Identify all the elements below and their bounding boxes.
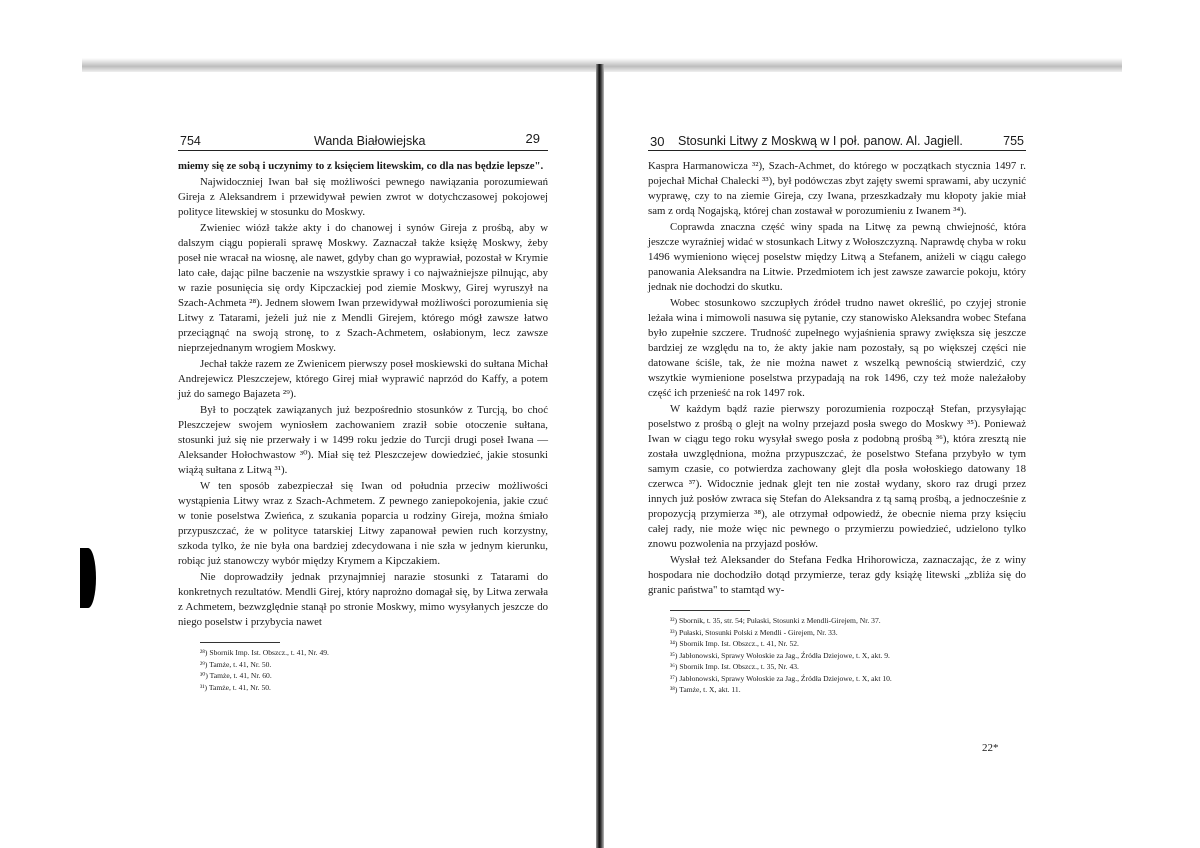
footnote: ²⁸) Sbornik Imp. Ist. Obszcz., t. 41, Nr. 49.: [200, 648, 329, 657]
footnote: ³⁸) Tamże, t. X, akt. 11.: [670, 685, 741, 694]
footnote: ³⁶) Sbornik Imp. Ist. Obszcz., t. 35, Nr. 43.: [670, 662, 799, 671]
paragraph: Był to początek zawiązanych już bezpośrednio stosunków z Turcją, bo choć Pleszczejew swojem wyniosłem zachowaniem zraził sobie otoczenie sułtana, stosunki już się nie przerwały i w 1499 roku jedzie do Turcji drugi poseł Iwana — Aleksander Hołochwastow ³⁰). Miał się też Pleszczejew dowiedzieć, jakie stosunki wiążą sułtana z Litwą ³¹).: [178, 404, 548, 476]
right-page-number: 755: [1003, 134, 1024, 148]
left-running-title: Wanda Białowiejska: [314, 134, 426, 148]
paragraph: Wobec stosunkowo szczupłych źródeł trudno nawet określić, po czyjej stronie leżała wina i mimowoli nasuwa się pytanie, czy stanowisko Aleksandra wobec Stefana było zupełnie szczere. Trudność zupełnego wyjaśnienia sprawy zwiększa się jeszcze bardziej ze względu na to, że akty jakie nam pozostały, są po większej części nie datowane ściśle, tak, że nie można nawet z wszelką pewnością stwierdzić, czy wszytkie wymienione poselstwa przypadają na rok 1496, czy też może należałoby część ich przenieść na rok 1497 rok.: [648, 297, 1026, 399]
paragraph: Najwidoczniej Iwan bał się możliwości pewnego nawiązania porozumiewań Gireja z Aleksandrem i przewidywał pewien zwrot w dotychczasowej pokojowej polityce litewskiej w stosunku do Moskwy.: [178, 176, 548, 218]
right-footnotes: [648, 615, 1026, 696]
footnote: ³²) Sbornik, t. 35, str. 54; Pułaski, Stosunki z Mendli-Girejem, Nr. 37.: [670, 616, 881, 625]
left-sheet-number: 29: [525, 131, 540, 146]
right-sheet-number: 30: [650, 134, 665, 149]
paragraph: W ten sposób zabezpieczał się Iwan od południa przeciw możliwości wystąpienia Litwy wraz z Szach-Achmetem. Z pewnego zaniepokojenia, jakie czuć w tonie poselstwa Zwieńca, z szukania poparcia u rodziny Gireja, można śmiało przypuszczać, że w polityce tatarskiej Litwy zapanował pewien ruch korzystny, szkoda tylko, że nie była ona bardziej zdecydowana i nie szła w jednym kierunku, robiąc już stanowczy wybór między Krymem a Kipczakiem.: [178, 480, 548, 567]
paragraph: Coprawda znaczna część winy spada na Litwę za pewną chwiejność, która jeszcze wyraźniej widać w stosunkach Litwy z Wołoszczyzną. Naprawdę chyba w roku 1496 wymieniono więcej poselstw między Litwą a Stefanem, aniżeli w ciągu całego panowania Aleksandra na Litwie. Przedmiotem ich jest zawsze zawarcie pokoju, który jednak nie dochodzi do skutku.: [648, 221, 1026, 293]
paragraph: Jechał także razem ze Zwienicem pierwszy poseł moskiewski do sułtana Michał Andrejewicz Pleszczejew, którego Girej miał wyprawić naprzód do Kaffy, a potem już do samego Bajazeta ²⁹).: [178, 358, 548, 400]
left-footnotes: [178, 647, 548, 693]
left-page: [178, 132, 548, 693]
footnote: ³³) Pułaski, Stosunki Polski z Mendli - Girejem, Nr. 33.: [670, 627, 838, 637]
right-running-title: Stosunki Litwy z Moskwą w I poł. panow. Al. Jagiell.: [678, 134, 963, 148]
left-page-number: 754: [180, 134, 201, 148]
signature-mark: 22*: [982, 742, 999, 754]
footnote: ³¹) Tamże, t. 41, Nr. 50.: [200, 682, 271, 692]
right-body-text: [648, 159, 1026, 598]
right-page: [648, 132, 1026, 696]
scan-blot: [80, 548, 96, 608]
paragraph: Zwieniec wiózł także akty i do chanowej i synów Gireja z prośbą, aby w dalszym ciągu popierali sprawę Moskwy. Zaznaczał także księżę Moskwy, żeby poseł nie wracał na wiosnę, ale nawet, gdyby chan go wyprawiał, pozostał w Krymie lato całe, dając pilne baczenie na wszystkie sprawy i co najważniejsze pilnując, aby w razie posunięcia się ordy Kipczackiej pod ziemie Moskwy, Girej wyruszył na Szach-Achmeta ²⁸). Jednem słowem Iwan przewidywał możliwości porozumienia się Litwy z Tatarami, jeżeli już nie z Mendli Girejem, którego mógł zawsze łatwo przeciągnąć na swoją stronę, to z Szach-Achmetem, osłabionym, lecz zawsze nieprzejednanym wrogiem Moskwy.: [178, 222, 548, 354]
footnote: ²⁹) Tamże, t. 41, Nr. 50.: [200, 659, 272, 669]
footnote-rule: [670, 610, 750, 611]
right-running-head: [648, 132, 1026, 151]
left-running-head: [178, 132, 548, 151]
paragraph: W każdym bądź razie pierwszy porozumienia rozpoczął Stefan, przysyłając poselstwo z prośbą o glejt na wolny przejazd posła swego do Moskwy ³⁵). Ponieważ Iwan w ciągu tego roku wysyłał swego posła z podobną prośbą ³⁶), która zresztą nie została uwzględniona, można przypuszczać, że poselstwo Stefana przybyło w tym samym czasie, co potwierdza zachowany glejt dla posła wołoskiego datowany 18 czerwca ³⁷). Widocznie jednak glejt ten nie został wydany, skoro raz drugi przez innych już posłów zwraca się Stefan do Aleksandra z tą samą prośbą, a jednocześnie z propozycją przymierza ³⁸), ale otrzymał odpowiedź, że obecnie niema przy księciu całej rady, nie może więc nic pewnego o przymierzu powiedzieć, udzielono tylko znowu pozwolenia na przyjazd posłów.: [648, 403, 1026, 550]
left-body-text: [178, 159, 548, 630]
book-spine: [596, 64, 604, 848]
footnote: ³⁵) Jabłonowski, Sprawy Wołoskie za Jag., Źródła Dziejowe, t. X, akt. 9.: [670, 650, 890, 660]
footnote: ³⁰) Tamże, t. 41, Nr. 60.: [200, 671, 272, 680]
paragraph: miemy się ze sobą i uczynimy to z księciem litewskim, co dla nas będzie lepsze".: [178, 160, 544, 172]
paragraph: Kaspra Harmanowicza ³²), Szach-Achmet, do którego w początkach stycznia 1497 r. pojechał Michał Chalecki ³³), był podówczas zbyt zajęty swemi sprawami, aby uczynić wyprawę, czy to na ziemie Gireja, czy Iwana, przeszkadzały mu kłopoty jakie miał sam z ordą Nogajską, której chan zostawał w porozumieniu z Iwanem ³⁴).: [648, 160, 1026, 217]
footnote: ³⁷) Jabłonowski, Sprawy Wołoskie za Jag., Źródła Dziejowe, t. X, akt 10.: [670, 673, 892, 683]
footnote: ³⁴) Sbornik Imp. Ist. Obszcz., t. 41, Nr. 52.: [670, 639, 799, 648]
footnote-rule: [200, 642, 280, 643]
paragraph: Wysłał też Aleksander do Stefana Fedka Hrihorowicza, zaznaczając, że z winy hospodara nie dochodziło dotąd przymierze, teraz gdy książę litewski „zbliża się do granic państwa" to stamtąd wy-: [648, 554, 1026, 596]
paragraph: Nie doprowadziły jednak przynajmniej narazie stosunki z Tatarami do konkretnych rezultatów. Mendli Girej, który naprożno domagał się, by Litwa zerwała z Achmetem, bezwzględnie stanął po stronie Moskwy, mimo wysyłanych jeszcze do niego poselstw i przybycia nawet: [178, 571, 548, 628]
